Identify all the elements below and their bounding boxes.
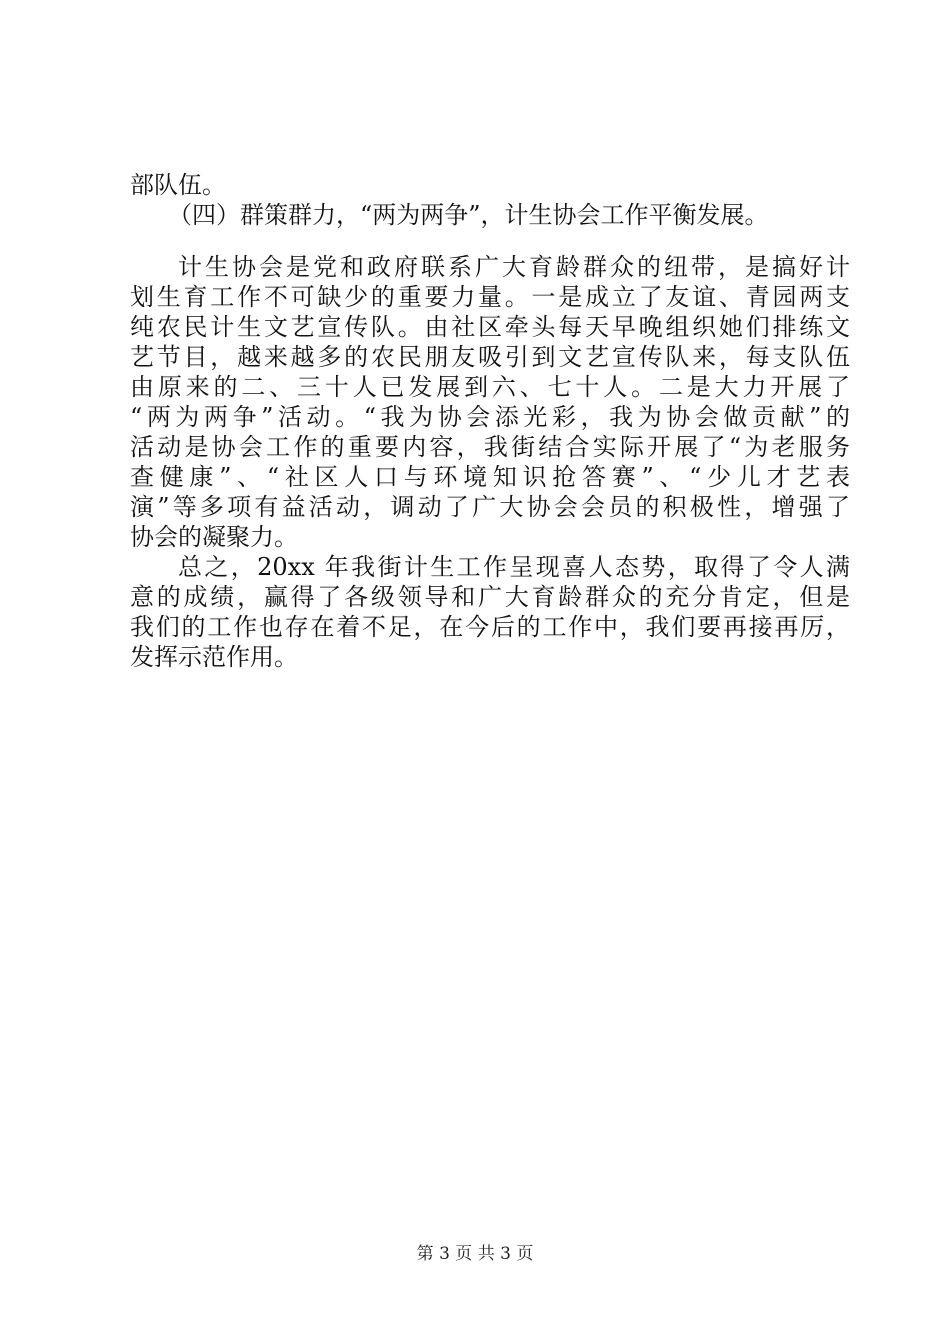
paragraph-line: 我们的工作也存在着不足，在今后的工作中，我们要再接再厉， <box>130 613 850 641</box>
paragraph-line: 发挥示范作用。 <box>130 643 298 671</box>
paragraph-line: 纯农民计生文艺宣传队。由社区牵头每天早晚组织她们排练文 <box>130 313 850 341</box>
paragraph-line: 查健康”、“社区人口与环境知识抢答赛”、“少儿才艺表 <box>130 463 850 491</box>
paragraph-line: 由原来的二、三十人已发展到六、七十人。二是大力开展了 <box>130 373 850 401</box>
paragraph-gap <box>130 230 850 252</box>
paragraph-line: 意的成绩，赢得了各级领导和广大育龄群众的充分肯定，但是 <box>130 583 850 611</box>
paragraph-line: 演”等多项有益活动，调动了广大协会会员的积极性，增强了 <box>130 493 850 521</box>
paragraph-1 <box>130 252 850 552</box>
section-heading: （四）群策群力，“两为两争”，计生协会工作平衡发展。 <box>168 201 769 229</box>
paragraph-line: 计生协会是党和政府联系广大育龄群众的纽带，是搞好计 <box>178 253 850 281</box>
paragraph-line: 总之，20xx 年我街计生工作呈现喜人态势，取得了令人满 <box>178 553 850 581</box>
document-body <box>130 170 850 672</box>
paragraph-2 <box>130 552 850 672</box>
page-number-label: 第 3 页 共 3 页 <box>416 1244 534 1264</box>
page-footer <box>0 1243 950 1265</box>
paragraph-line: 活动是协会工作的重要内容，我街结合实际开展了“为老服务 <box>130 433 850 461</box>
paragraph-line: 协会的凝聚力。 <box>130 523 298 551</box>
paragraph-line: 艺节目，越来越多的农民朋友吸引到文艺宣传队来，每支队伍 <box>130 343 850 371</box>
paragraph-line: 划生育工作不可缺少的重要力量。一是成立了友谊、青园两支 <box>130 283 850 311</box>
paragraph-line: “两为两争”活动。“我为协会添光彩，我为协会做贡献”的 <box>130 403 850 431</box>
intro-tail-line: 部队伍。 <box>130 171 226 199</box>
